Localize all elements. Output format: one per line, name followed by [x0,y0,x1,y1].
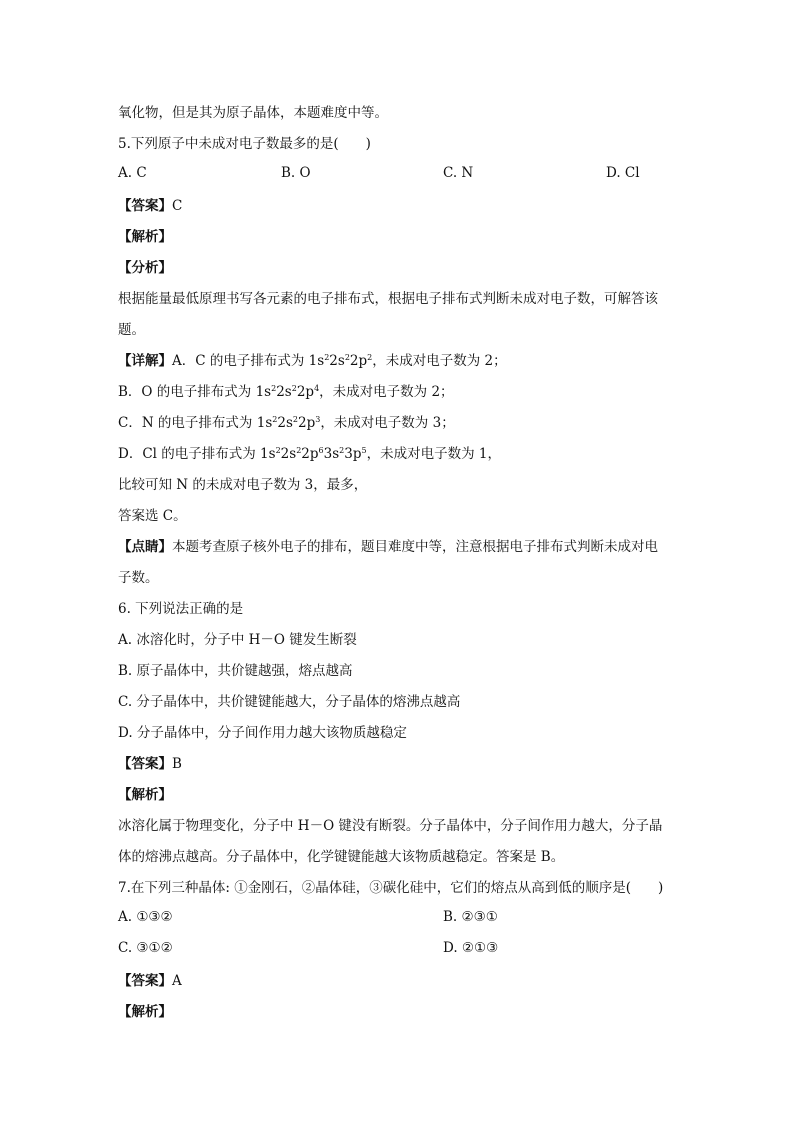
answer-tag: 【答案】 [118,198,172,214]
orbital: s [284,384,292,400]
q7-option-c: C. ③①② [118,940,173,956]
q5-option-c: C. N [443,165,474,181]
q7-stem: 7.在下列三种晶体: ①金刚石，②晶体硅，③碳化硅中，它们的熔点从高到低的顺序是( ) [118,880,664,896]
detail-b-tail: ，未成对电子数为 2； [319,384,454,400]
q5-stem: 5.下列原子中未成对电子数最多的是( ) [118,136,371,152]
detail-b-text: B．O 的电子排布式为 1s [118,384,272,400]
q7-option-a: A. ①③② [118,909,173,925]
q6-option-d: D. 分子晶体中，分子间作用力越大该物质越稳定 [118,725,407,741]
orbital: p [306,415,316,431]
q5-choose: 答案选 C。 [118,508,187,524]
q7-option-b: B. ②③① [443,909,498,925]
q6-stem: 6. 下列说法正确的是 [118,601,244,617]
orbital: p [352,446,362,462]
sup: 2 [324,353,330,362]
q5-fenxi-tag: 【分析】 [118,260,172,276]
q5-option-a: A. C [118,165,147,181]
q5-jiexi-tag: 【解析】 [118,229,172,245]
q5-answer [118,196,182,216]
q6-option-a: A. 冰溶化时，分子中 H－O 键发生断裂 [118,632,357,648]
answer-value: B [172,756,182,772]
orbital: p [309,446,319,462]
sup: 2 [292,415,298,424]
sup: 6 [318,446,324,455]
q5-detail-d: D．Cl 的电子排布式为 $1s^22s^22p^63s^23p^5$，未成对电子数为 1， [118,446,501,462]
q5-analysis-line2: 题。 [118,322,145,338]
sup: 2 [344,353,350,362]
q6-explain-line2: 体的熔沸点越高。分子晶体中，化学键键能越大该物质越稳定。答案是 B。 [118,849,565,865]
detail-a-tail: ，未成对电子数为 2； [372,353,507,369]
sup: 3 [315,415,321,424]
q7-answer [118,971,182,991]
detail-c-tail: ，未成对电子数为 3； [320,415,455,431]
orbital: s [289,446,297,462]
sup: 2 [291,384,297,393]
detail-a-text: A．C 的电子排布式为 1s [172,353,325,369]
orbital: p [305,384,315,400]
sup: 2 [272,415,278,424]
q5-compare: 比较可知 N 的未成对电子数为 3，最多， [118,477,368,493]
sup: 2 [271,384,277,393]
q5-detail-c: C．N 的电子排布式为 $1s^22s^22p^3$，未成对电子数为 3； [118,415,455,431]
orbital: p [358,353,368,369]
answer-tag: 【答案】 [118,756,172,772]
q5-option-b: B. O [281,165,311,181]
review-tag: 【点睛】 [118,539,172,555]
q6-option-b: B. 原子晶体中，共价键越强，熔点越高 [118,663,353,679]
sup: 4 [314,384,320,393]
sup: 2 [367,353,373,362]
orbital: s [285,415,293,431]
answer-tag: 【答案】 [118,973,172,989]
sup: 2 [339,446,345,455]
q5-review-line2: 子数。 [118,570,159,586]
orbital: s [337,353,345,369]
q5-option-d: D. Cl [606,165,640,181]
sup: 5 [361,446,367,455]
q7-jiexi-tag: 【解析】 [118,1004,172,1020]
detail-tag: 【详解】 [118,353,172,369]
review-line1: 本题考查原子核外电子的排布，题目难度中等，注意根据电子排布式判断未成对电 [172,539,658,555]
q6-option-c: C. 分子晶体中，共价键键能越大，分子晶体的熔沸点越高 [118,694,461,710]
q5-detail-a: 【详解】A．C 的电子排布式为 $1s^22s^22p^2$，未成对电子数为 2； [118,353,507,369]
q5-analysis-line1: 根据能量最低原理书写各元素的电子排布式，根据电子排布式判断未成对电子数，可解答该 [118,291,658,307]
detail-c-text: C．N 的电子排布式为 1s [118,415,273,431]
detail-d-text: D．Cl 的电子排布式为 1s [118,446,276,462]
q7-option-d: D. ②①③ [443,940,499,956]
answer-value: C [172,198,183,214]
q5-detail-b: B．O 的电子排布式为 $1s^22s^22p^4$，未成对电子数为 2； [118,384,454,400]
q4-tail: 氧化物，但是其为原子晶体，本题难度中等。 [118,105,388,121]
answer-value: A [172,973,182,989]
detail-d-tail: ，未成对电子数为 1， [366,446,501,462]
q6-explain-line1: 冰溶化属于物理变化，分子中 H－O 键没有断裂。分子晶体中，分子间作用力越大，分子晶 [118,818,663,834]
q6-answer [118,754,182,774]
sup: 2 [296,446,302,455]
sup: 2 [275,446,281,455]
q5-review [118,537,658,557]
q6-jiexi-tag: 【解析】 [118,787,172,803]
orbital: s [332,446,340,462]
